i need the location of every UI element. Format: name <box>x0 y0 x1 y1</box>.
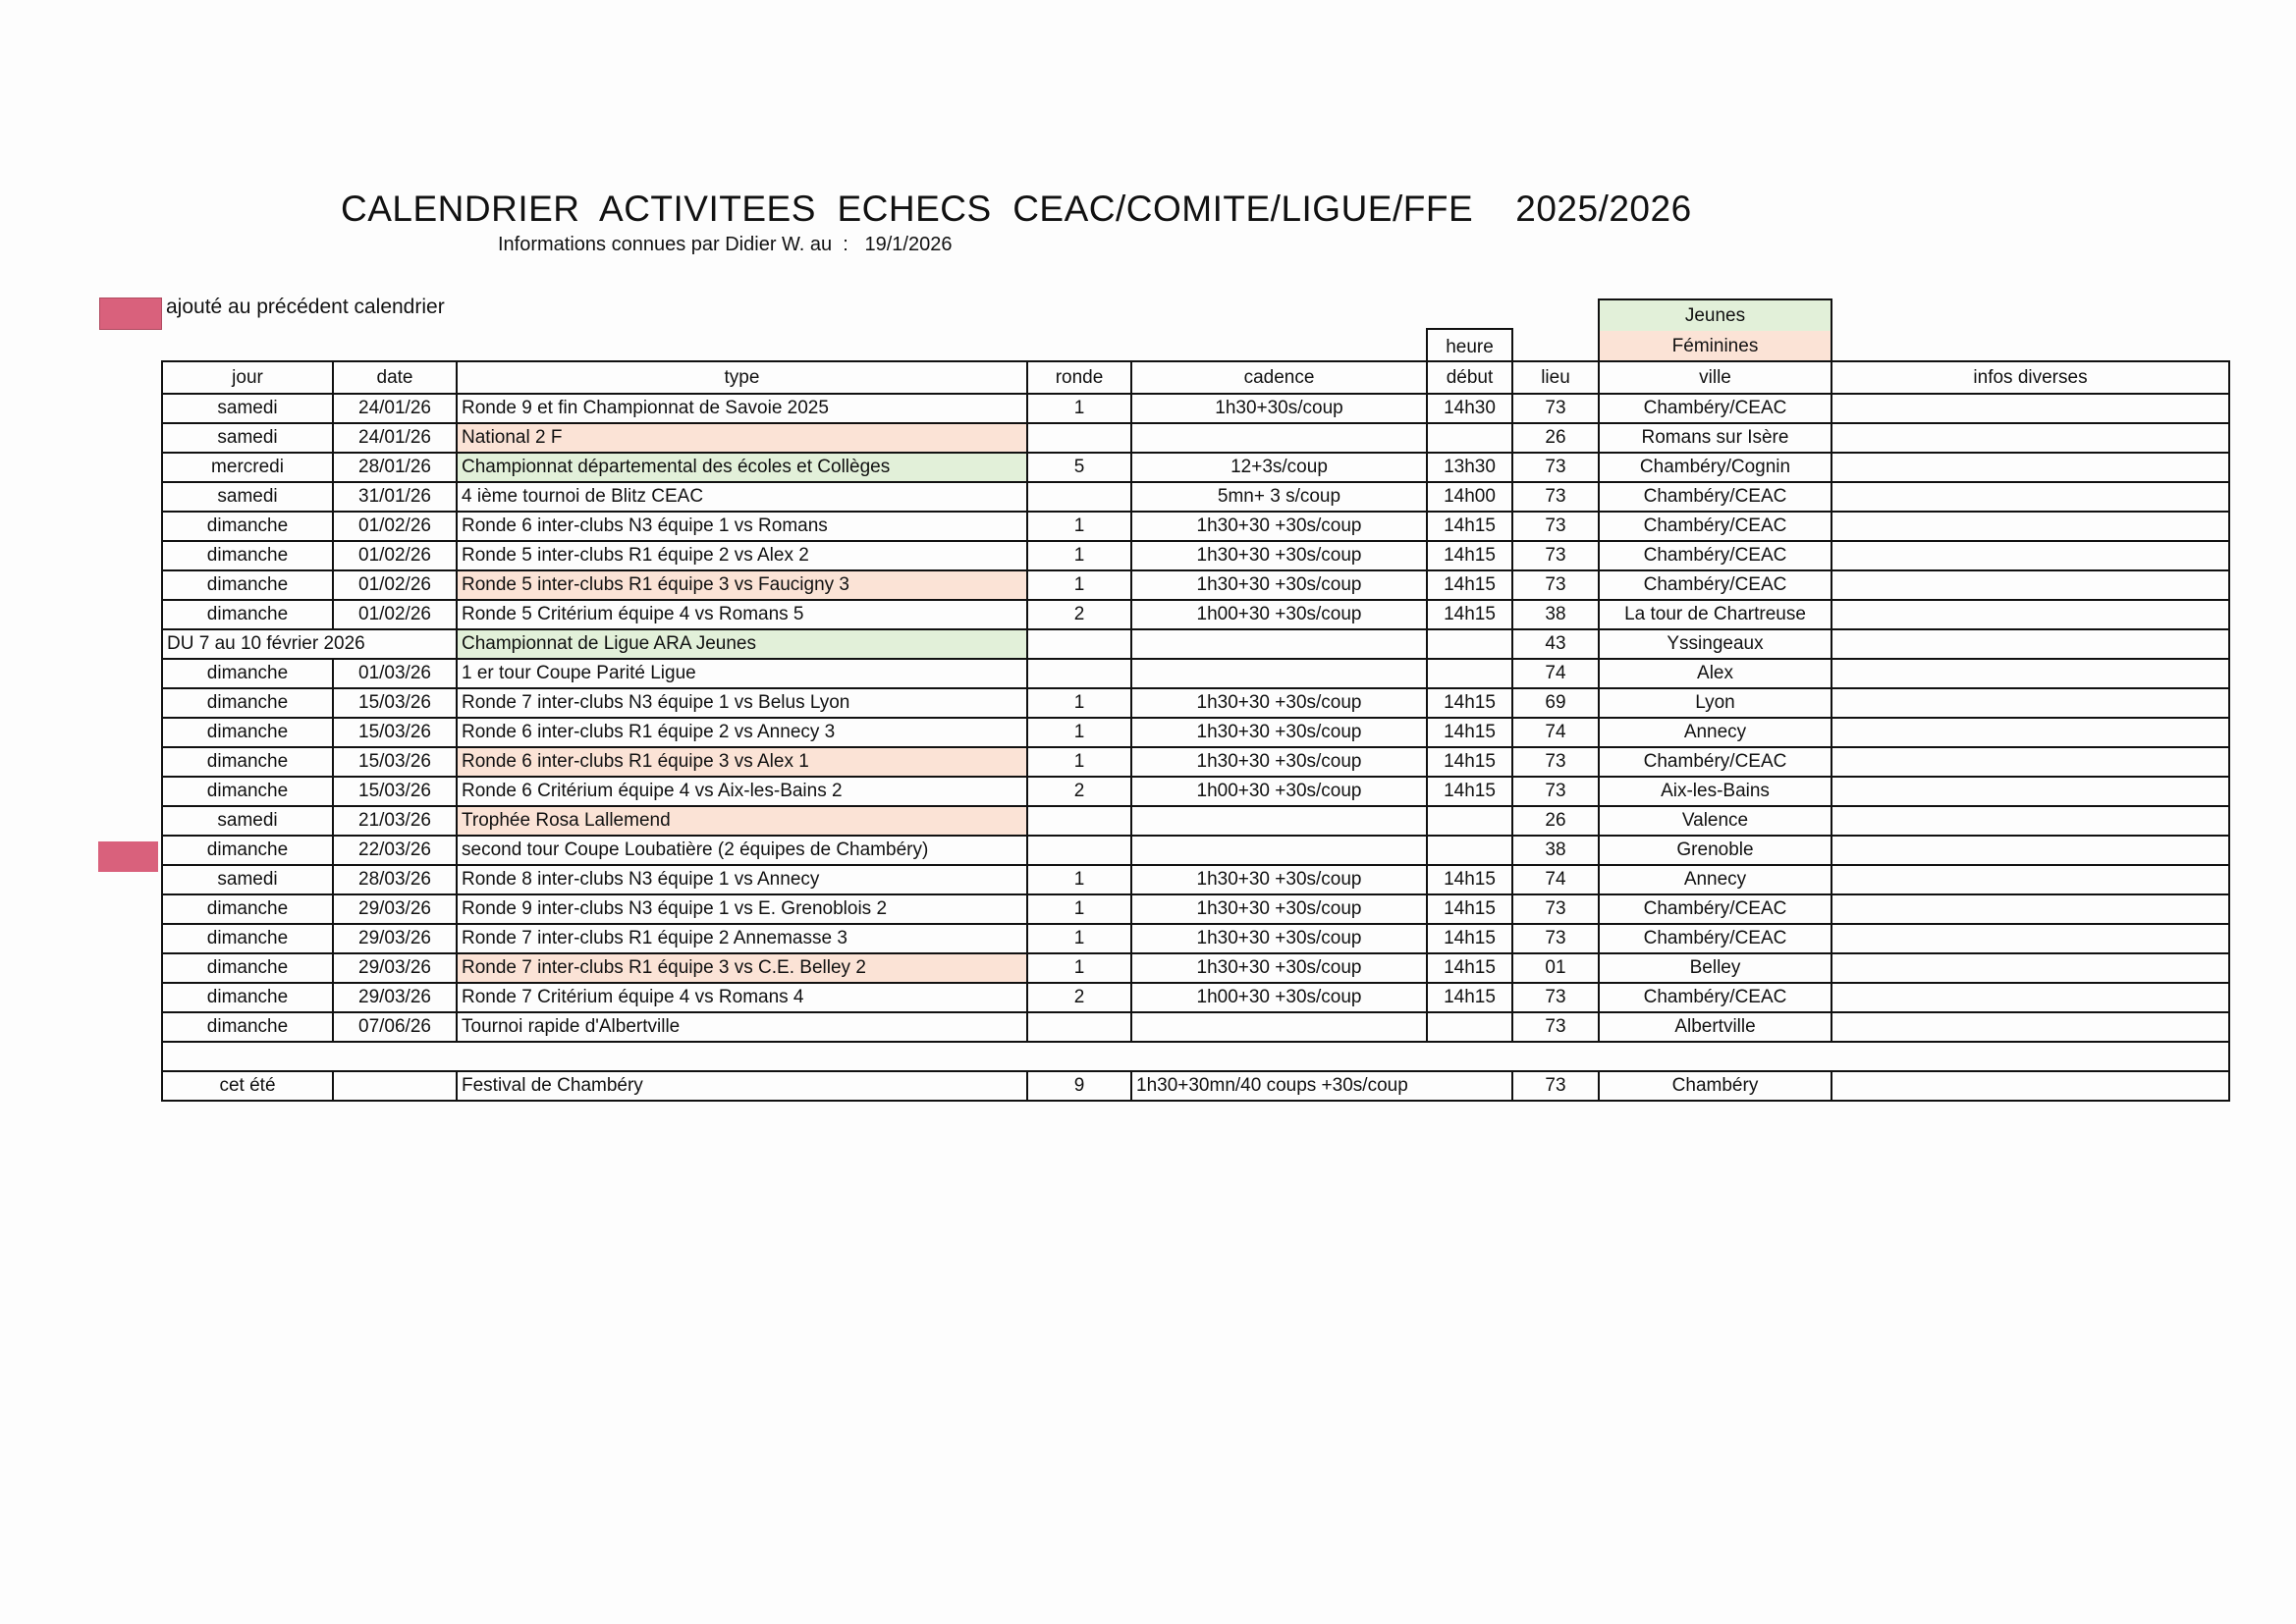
cell-jour: dimanche <box>162 570 333 600</box>
cell-ville: Grenoble <box>1599 836 1831 865</box>
table-row <box>162 629 2229 659</box>
cell-lieu: 73 <box>1512 570 1599 600</box>
col-cadence: cadence <box>1131 361 1427 394</box>
cell-ville: Albertville <box>1599 1012 1831 1042</box>
cell-heure <box>1427 1012 1512 1042</box>
cell-heure: 14h15 <box>1427 747 1512 777</box>
cell-ronde: 2 <box>1027 777 1131 806</box>
cell-ronde: 1 <box>1027 570 1131 600</box>
cell-ronde <box>1027 806 1131 836</box>
cell-ville: Chambéry <box>1599 1071 1831 1101</box>
cell-date: 29/03/26 <box>333 924 457 953</box>
cell-infos <box>1831 570 2229 600</box>
cell-lieu: 26 <box>1512 806 1599 836</box>
page-subtitle: Informations connues par Didier W. au : 19/1/2026 <box>498 234 953 255</box>
col-date: date <box>333 361 457 394</box>
cell-jour: dimanche <box>162 718 333 747</box>
cell-ronde: 2 <box>1027 983 1131 1012</box>
cell-heure: 14h30 <box>1427 394 1512 423</box>
cell-heure: 14h15 <box>1427 600 1512 629</box>
cell-type: Championnat de Ligue ARA Jeunes <box>457 629 1027 659</box>
cell-cadence: 1h30+30 +30s/coup <box>1131 570 1427 600</box>
cell-ville: Romans sur Isère <box>1599 423 1831 453</box>
table-row <box>162 924 2229 953</box>
cell-cadence <box>1131 806 1427 836</box>
cell-date: 21/03/26 <box>333 806 457 836</box>
cell-date: 01/03/26 <box>333 659 457 688</box>
cell-infos <box>1831 924 2229 953</box>
cell-type: Ronde 7 inter-clubs R1 équipe 3 vs C.E. Belley 2 <box>457 953 1027 983</box>
legend-feminines: Féminines <box>1598 331 1832 360</box>
cell-infos <box>1831 894 2229 924</box>
cell-ville: Chambéry/CEAC <box>1599 541 1831 570</box>
cell-lieu: 73 <box>1512 894 1599 924</box>
col-lieu: lieu <box>1512 361 1599 394</box>
cell-heure: 14h00 <box>1427 482 1512 512</box>
cell-ville: Belley <box>1599 953 1831 983</box>
cell-date: 22/03/26 <box>333 836 457 865</box>
cell-heure <box>1427 423 1512 453</box>
cell-heure: 14h15 <box>1427 924 1512 953</box>
cell-jour: dimanche <box>162 1012 333 1042</box>
cell-lieu: 26 <box>1512 423 1599 453</box>
cell-date: 01/02/26 <box>333 570 457 600</box>
empty-row <box>162 1042 2229 1071</box>
table-row <box>162 600 2229 629</box>
cell-ronde: 1 <box>1027 718 1131 747</box>
cell-lieu: 74 <box>1512 865 1599 894</box>
cell-jour: samedi <box>162 865 333 894</box>
cell-cadence: 1h30+30s/coup <box>1131 394 1427 423</box>
cell-lieu: 38 <box>1512 600 1599 629</box>
cell-type: Trophée Rosa Lallemend <box>457 806 1027 836</box>
cell-infos <box>1831 394 2229 423</box>
cell-lieu: 74 <box>1512 718 1599 747</box>
added-row-marker <box>98 841 158 872</box>
cell-date: 15/03/26 <box>333 747 457 777</box>
cell-heure: 13h30 <box>1427 453 1512 482</box>
col-infos: infos diverses <box>1831 361 2229 394</box>
cell-heure: 14h15 <box>1427 777 1512 806</box>
cell-cadence: 1h30+30 +30s/coup <box>1131 718 1427 747</box>
cell-ville: Alex <box>1599 659 1831 688</box>
cell-lieu: 73 <box>1512 924 1599 953</box>
table-row <box>162 953 2229 983</box>
cell-date: 29/03/26 <box>333 953 457 983</box>
cell-jour: dimanche <box>162 777 333 806</box>
cell-cadence <box>1131 836 1427 865</box>
table-row <box>162 865 2229 894</box>
cell-lieu: 73 <box>1512 1012 1599 1042</box>
cell-ronde: 2 <box>1027 600 1131 629</box>
cell-type: Festival de Chambéry <box>457 1071 1027 1101</box>
cell-cadence: 1h00+30 +30s/coup <box>1131 777 1427 806</box>
cell-jour: samedi <box>162 423 333 453</box>
cell-date: 15/03/26 <box>333 688 457 718</box>
cell-infos <box>1831 747 2229 777</box>
table-row <box>162 777 2229 806</box>
cell-type: Ronde 5 Critérium équipe 4 vs Romans 5 <box>457 600 1027 629</box>
cell-jour: dimanche <box>162 512 333 541</box>
cell-type: Ronde 5 inter-clubs R1 équipe 2 vs Alex 2 <box>457 541 1027 570</box>
cell-ville: La tour de Chartreuse <box>1599 600 1831 629</box>
cell-heure <box>1427 836 1512 865</box>
cell-ronde <box>1027 836 1131 865</box>
table-row <box>162 836 2229 865</box>
col-jour: jour <box>162 361 333 394</box>
cell-jour: dimanche <box>162 747 333 777</box>
cell-ville: Chambéry/CEAC <box>1599 983 1831 1012</box>
cell-cadence: 12+3s/coup <box>1131 453 1427 482</box>
cell-heure <box>1427 629 1512 659</box>
cell-ronde: 1 <box>1027 512 1131 541</box>
cell-cadence: 1h30+30 +30s/coup <box>1131 512 1427 541</box>
cell-type: Ronde 8 inter-clubs N3 équipe 1 vs Annecy <box>457 865 1027 894</box>
cell-infos <box>1831 983 2229 1012</box>
cell-cadence <box>1131 629 1427 659</box>
cell-ville: Annecy <box>1599 865 1831 894</box>
cell-ville: Chambéry/CEAC <box>1599 482 1831 512</box>
cell-heure: 14h15 <box>1427 688 1512 718</box>
table-row <box>162 453 2229 482</box>
cell-lieu: 73 <box>1512 983 1599 1012</box>
cell-lieu: 38 <box>1512 836 1599 865</box>
cell-date: 29/03/26 <box>333 983 457 1012</box>
cell-ville: Chambéry/CEAC <box>1599 570 1831 600</box>
cell-jour: mercredi <box>162 453 333 482</box>
cell-ronde <box>1027 1012 1131 1042</box>
cell-jour: dimanche <box>162 894 333 924</box>
table-row <box>162 747 2229 777</box>
cell-infos <box>1831 1071 2229 1101</box>
page-title: CALENDRIER ACTIVITEES ECHECS CEAC/COMITE/LIGUE/FFE 2025/2026 <box>341 189 1692 229</box>
legend-added-label: ajouté au précédent calendrier <box>166 296 445 318</box>
cell-type: Ronde 9 et fin Championnat de Savoie 2025 <box>457 394 1027 423</box>
cell-jour: dimanche <box>162 836 333 865</box>
cell-type: National 2 F <box>457 423 1027 453</box>
cell-ville: Chambéry/CEAC <box>1599 512 1831 541</box>
table-row <box>162 394 2229 423</box>
cell-type: Ronde 7 inter-clubs N3 équipe 1 vs Belus Lyon <box>457 688 1027 718</box>
cell-date: 15/03/26 <box>333 777 457 806</box>
cell-lieu: 01 <box>1512 953 1599 983</box>
cell-lieu: 69 <box>1512 688 1599 718</box>
cell-type: second tour Coupe Loubatière (2 équipes de Chambéry) <box>457 836 1027 865</box>
cell-date: 24/01/26 <box>333 394 457 423</box>
cell-ville: Chambéry/CEAC <box>1599 394 1831 423</box>
empty-cell <box>162 1042 2229 1071</box>
cell-type: Ronde 6 inter-clubs R1 équipe 2 vs Annecy 3 <box>457 718 1027 747</box>
cell-ronde: 5 <box>1027 453 1131 482</box>
cell-infos <box>1831 1012 2229 1042</box>
cell-type: Championnat départemental des écoles et Collèges <box>457 453 1027 482</box>
cell-jour: dimanche <box>162 600 333 629</box>
table-row <box>162 423 2229 453</box>
cell-date: 28/03/26 <box>333 865 457 894</box>
table-row <box>162 512 2229 541</box>
cell-cadence <box>1131 659 1427 688</box>
cell-ville: Chambéry/CEAC <box>1599 894 1831 924</box>
cell-ronde <box>1027 659 1131 688</box>
cell-type: Tournoi rapide d'Albertville <box>457 1012 1027 1042</box>
cell-date: 24/01/26 <box>333 423 457 453</box>
cell-ronde: 1 <box>1027 865 1131 894</box>
legend-added-swatch <box>99 298 162 330</box>
cell-cadence <box>1131 1012 1427 1042</box>
cell-cadence: 1h00+30 +30s/coup <box>1131 983 1427 1012</box>
cell-lieu: 73 <box>1512 512 1599 541</box>
cell-type: Ronde 6 inter-clubs N3 équipe 1 vs Romans <box>457 512 1027 541</box>
cell-cadence: 5mn+ 3 s/coup <box>1131 482 1427 512</box>
cell-type: Ronde 7 inter-clubs R1 équipe 2 Annemasse 3 <box>457 924 1027 953</box>
col-ville: ville <box>1599 361 1831 394</box>
cell-type: Ronde 7 Critérium équipe 4 vs Romans 4 <box>457 983 1027 1012</box>
cell-infos <box>1831 423 2229 453</box>
cell-infos <box>1831 659 2229 688</box>
cell-ville: Chambéry/Cognin <box>1599 453 1831 482</box>
cell-infos <box>1831 836 2229 865</box>
table-row <box>162 541 2229 570</box>
col-heure: début <box>1427 361 1512 394</box>
cell-ville: Chambéry/CEAC <box>1599 924 1831 953</box>
cell-cadence <box>1131 423 1427 453</box>
cell-infos <box>1831 512 2229 541</box>
cell-heure <box>1427 659 1512 688</box>
cell-heure: 14h15 <box>1427 718 1512 747</box>
cell-jour: samedi <box>162 394 333 423</box>
cell-lieu: 73 <box>1512 482 1599 512</box>
cell-date: 01/02/26 <box>333 541 457 570</box>
cell-cadence: 1h30+30 +30s/coup <box>1131 953 1427 983</box>
cell-ville: Lyon <box>1599 688 1831 718</box>
cell-heure: 14h15 <box>1427 541 1512 570</box>
cell-ronde <box>1027 423 1131 453</box>
cell-heure <box>1427 806 1512 836</box>
cell-ville: Valence <box>1599 806 1831 836</box>
cell-ronde: 1 <box>1027 688 1131 718</box>
cell-jour: DU 7 au 10 février 2026 <box>162 629 457 659</box>
col-ronde: ronde <box>1027 361 1131 394</box>
cell-ronde: 1 <box>1027 747 1131 777</box>
table-row <box>162 894 2229 924</box>
cell-type: Ronde 9 inter-clubs N3 équipe 1 vs E. Grenoblois 2 <box>457 894 1027 924</box>
cell-cadence: 1h30+30 +30s/coup <box>1131 924 1427 953</box>
cell-infos <box>1831 688 2229 718</box>
cell-cadence: 1h30+30mn/40 coups +30s/coup <box>1131 1071 1512 1101</box>
table-row <box>162 688 2229 718</box>
cell-jour: samedi <box>162 806 333 836</box>
cell-date: 29/03/26 <box>333 894 457 924</box>
table-row <box>162 718 2229 747</box>
cell-lieu: 73 <box>1512 1071 1599 1101</box>
cell-infos <box>1831 953 2229 983</box>
cell-cadence: 1h00+30 +30s/coup <box>1131 600 1427 629</box>
cell-type: 1 er tour Coupe Parité Ligue <box>457 659 1027 688</box>
cell-jour: cet été <box>162 1071 333 1101</box>
cell-ronde: 1 <box>1027 894 1131 924</box>
cell-heure: 14h15 <box>1427 512 1512 541</box>
cell-jour: dimanche <box>162 924 333 953</box>
cell-infos <box>1831 777 2229 806</box>
table-row <box>162 983 2229 1012</box>
cell-infos <box>1831 453 2229 482</box>
cell-ronde: 1 <box>1027 541 1131 570</box>
cell-lieu: 74 <box>1512 659 1599 688</box>
cell-cadence: 1h30+30 +30s/coup <box>1131 747 1427 777</box>
cell-date: 15/03/26 <box>333 718 457 747</box>
cell-heure: 14h15 <box>1427 894 1512 924</box>
cell-date <box>333 1071 457 1101</box>
cell-heure: 14h15 <box>1427 953 1512 983</box>
cell-jour: dimanche <box>162 659 333 688</box>
cell-infos <box>1831 600 2229 629</box>
cell-type: Ronde 6 Critérium équipe 4 vs Aix-les-Bains 2 <box>457 777 1027 806</box>
cell-type: Ronde 6 inter-clubs R1 équipe 3 vs Alex 1 <box>457 747 1027 777</box>
cell-heure: 14h15 <box>1427 570 1512 600</box>
cell-ronde: 1 <box>1027 953 1131 983</box>
cell-infos <box>1831 865 2229 894</box>
cell-heure: 14h15 <box>1427 865 1512 894</box>
cell-jour: dimanche <box>162 953 333 983</box>
cell-ville: Yssingeaux <box>1599 629 1831 659</box>
cell-lieu: 73 <box>1512 394 1599 423</box>
cell-lieu: 43 <box>1512 629 1599 659</box>
cell-lieu: 73 <box>1512 541 1599 570</box>
cell-date: 28/01/26 <box>333 453 457 482</box>
col-type: type <box>457 361 1027 394</box>
cell-jour: samedi <box>162 482 333 512</box>
cell-ville: Chambéry/CEAC <box>1599 747 1831 777</box>
cell-lieu: 73 <box>1512 777 1599 806</box>
table-row <box>162 659 2229 688</box>
cell-ronde <box>1027 629 1131 659</box>
cell-infos <box>1831 806 2229 836</box>
header-row <box>162 361 2229 394</box>
table-row <box>162 806 2229 836</box>
cell-jour: dimanche <box>162 688 333 718</box>
table-row-summer <box>162 1071 2229 1101</box>
cell-infos <box>1831 718 2229 747</box>
legend-jeunes: Jeunes <box>1598 298 1832 333</box>
cell-infos <box>1831 629 2229 659</box>
cell-cadence: 1h30+30 +30s/coup <box>1131 688 1427 718</box>
table-row <box>162 570 2229 600</box>
cell-ronde: 9 <box>1027 1071 1131 1101</box>
cell-ville: Aix-les-Bains <box>1599 777 1831 806</box>
cell-lieu: 73 <box>1512 747 1599 777</box>
table-row <box>162 482 2229 512</box>
cell-jour: dimanche <box>162 541 333 570</box>
calendar-table <box>161 360 2230 1102</box>
cell-cadence: 1h30+30 +30s/coup <box>1131 865 1427 894</box>
cell-type: Ronde 5 inter-clubs R1 équipe 3 vs Faucigny 3 <box>457 570 1027 600</box>
cell-ronde: 1 <box>1027 394 1131 423</box>
cell-ronde: 1 <box>1027 924 1131 953</box>
cell-cadence: 1h30+30 +30s/coup <box>1131 894 1427 924</box>
cell-type: 4 ième tournoi de Blitz CEAC <box>457 482 1027 512</box>
cell-lieu: 73 <box>1512 453 1599 482</box>
cell-date: 01/02/26 <box>333 600 457 629</box>
cell-infos <box>1831 482 2229 512</box>
cell-date: 01/02/26 <box>333 512 457 541</box>
cell-date: 07/06/26 <box>333 1012 457 1042</box>
cell-ronde <box>1027 482 1131 512</box>
cell-jour: dimanche <box>162 983 333 1012</box>
table-row <box>162 1012 2229 1042</box>
header-heure-top: heure <box>1426 328 1513 362</box>
cell-heure: 14h15 <box>1427 983 1512 1012</box>
cell-cadence: 1h30+30 +30s/coup <box>1131 541 1427 570</box>
cell-infos <box>1831 541 2229 570</box>
cell-date: 31/01/26 <box>333 482 457 512</box>
cell-ville: Annecy <box>1599 718 1831 747</box>
